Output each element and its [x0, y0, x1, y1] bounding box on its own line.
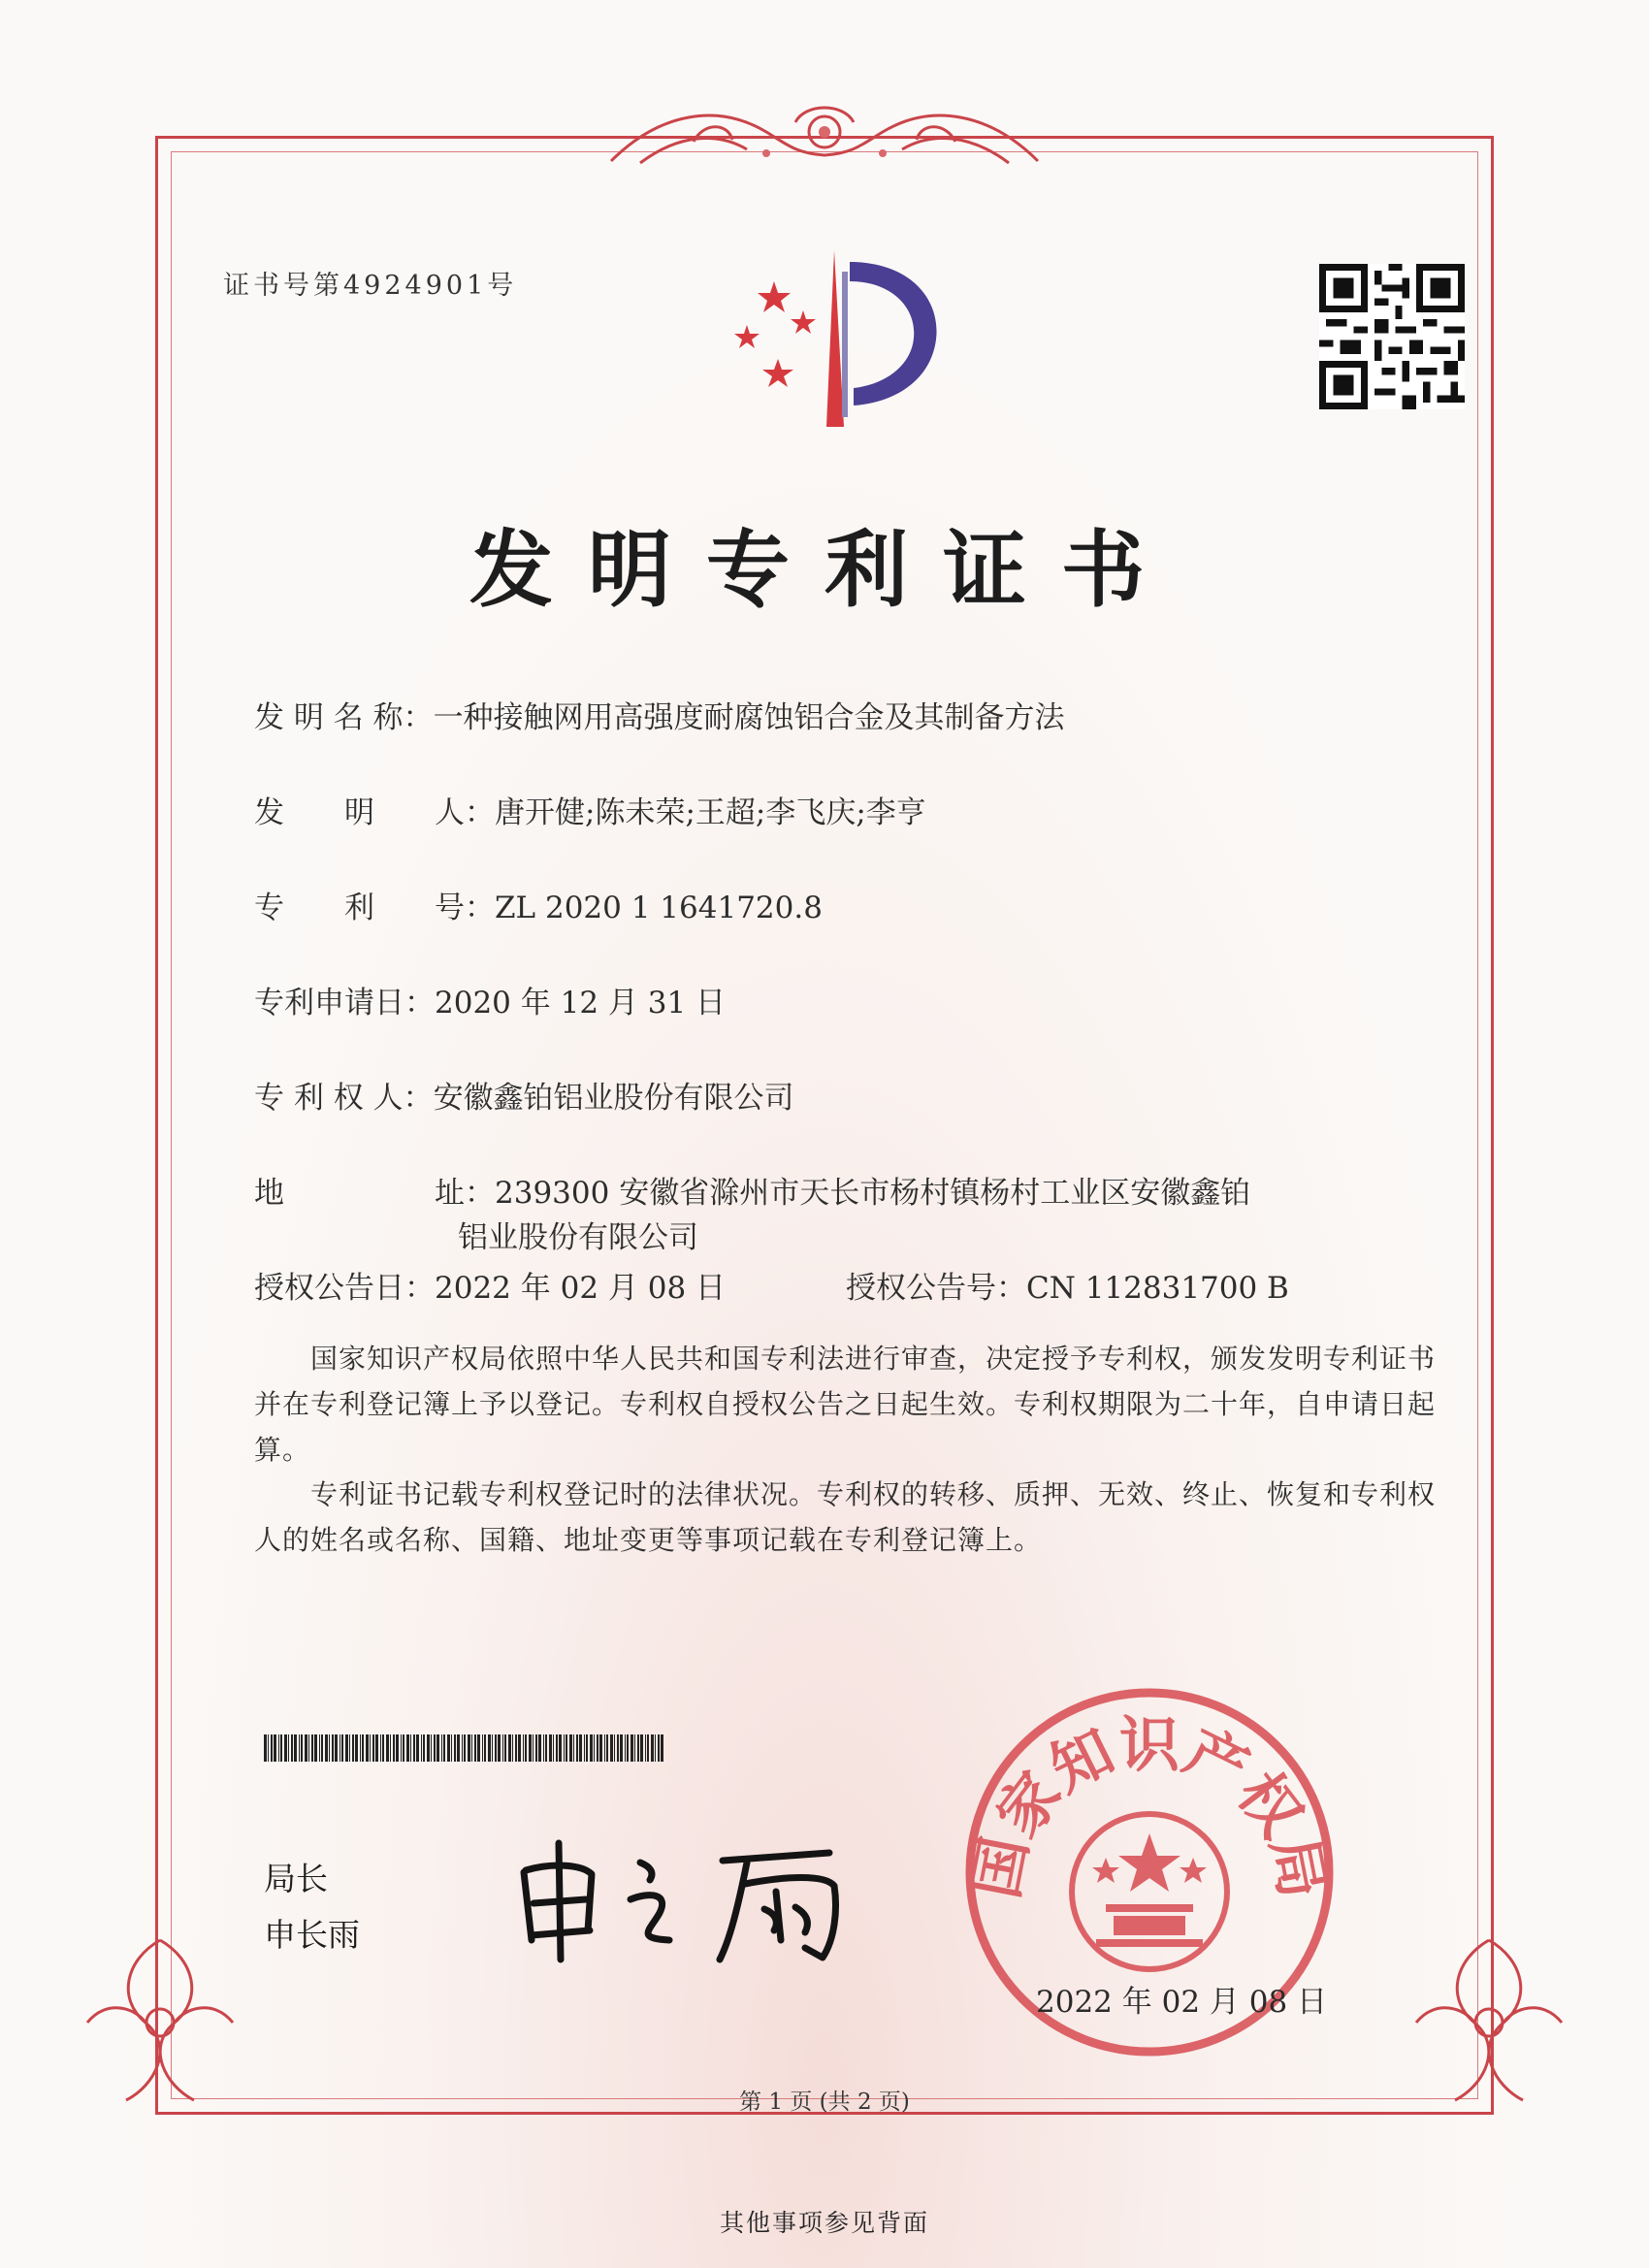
patent-number-row: [254, 883, 823, 926]
back-side-note: 其他事项参见背面: [719, 2209, 929, 2237]
application-date-value: 2020 年 12 月 31 日: [435, 986, 727, 1021]
inventors-label: 发 明 人：: [254, 795, 495, 830]
grant-date-row: [254, 1263, 726, 1307]
legal-paragraph-2: [254, 1472, 1443, 1563]
grant-date-value: 2022 年 02 月 08 日: [435, 1271, 727, 1306]
patentee-row: [254, 1073, 794, 1117]
patent-number-value: ZL 2020 1 1641720.8: [495, 891, 823, 925]
grant-date-label: 授权公告日：: [254, 1271, 435, 1306]
handwritten-signature: [504, 1824, 873, 1969]
application-date-label: 专利申请日：: [254, 986, 435, 1021]
invention-name-value: 一种接触网用高强度耐腐蚀铝合金及其制备方法: [433, 700, 1065, 735]
application-date-row: [254, 978, 726, 1021]
director-name: 申长雨: [264, 1916, 360, 1954]
address-label: 地 址：: [254, 1176, 495, 1211]
certificate-number: 证书号第4924901号: [223, 271, 518, 301]
patentee-label: 专 利 权 人：: [254, 1081, 434, 1116]
invention-name-row: [254, 693, 1065, 736]
patent-number-label: 专 利 号：: [254, 891, 495, 925]
grant-number-value: CN 112831700 B: [1026, 1271, 1289, 1306]
cnipa-logo-icon: [718, 243, 960, 437]
director-block: [264, 1851, 360, 1963]
seal-text: 国家知识产权局: [959, 1709, 1340, 1904]
legal-paragraph-1-text: 国家知识产权局依照中华人民共和国专利法进行审查，决定授予专利权，颁发发明专利证书并在专利登记簿上予以登记。专利权自授权公告之日起生效。专利权期限为二十年，自申请日起算。: [254, 1343, 1437, 1466]
legal-paragraph-1: [254, 1336, 1443, 1473]
seal-date: 2022 年 02 月 08 日: [1036, 1985, 1328, 2020]
qr-code-icon: [1319, 264, 1465, 409]
inventors-row: [254, 788, 926, 831]
director-title: 局长: [264, 1860, 328, 1897]
page-indicator: 第 1 页 (共 2 页): [739, 2090, 910, 2115]
address-row: [254, 1168, 1250, 1212]
invention-name-label: 发 明 名 称：: [254, 700, 434, 735]
legal-paragraph-2-text: 专利证书记载专利权登记时的法律状况。专利权的转移、质押、无效、终止、恢复和专利权人的姓名或名称、国籍、地址变更等事项记载在专利登记簿上。: [254, 1478, 1437, 1556]
patentee-value: 安徽鑫铂铝业股份有限公司: [433, 1081, 794, 1116]
top-ornament: [601, 93, 1048, 180]
barcode-icon: [264, 1734, 663, 1762]
address-value-line1: 239300 安徽省滁州市天长市杨村镇杨村工业区安徽鑫铂: [495, 1176, 1251, 1211]
grant-number-label: 授权公告号：: [846, 1271, 1026, 1306]
address-value-line2: 铝业股份有限公司: [458, 1220, 698, 1255]
grant-number-row: [846, 1263, 1289, 1307]
inventors-value: 唐开健;陈未荣;王超;李飞庆;李亨: [495, 795, 926, 830]
document-title: 发明专利证书: [469, 521, 1180, 619]
